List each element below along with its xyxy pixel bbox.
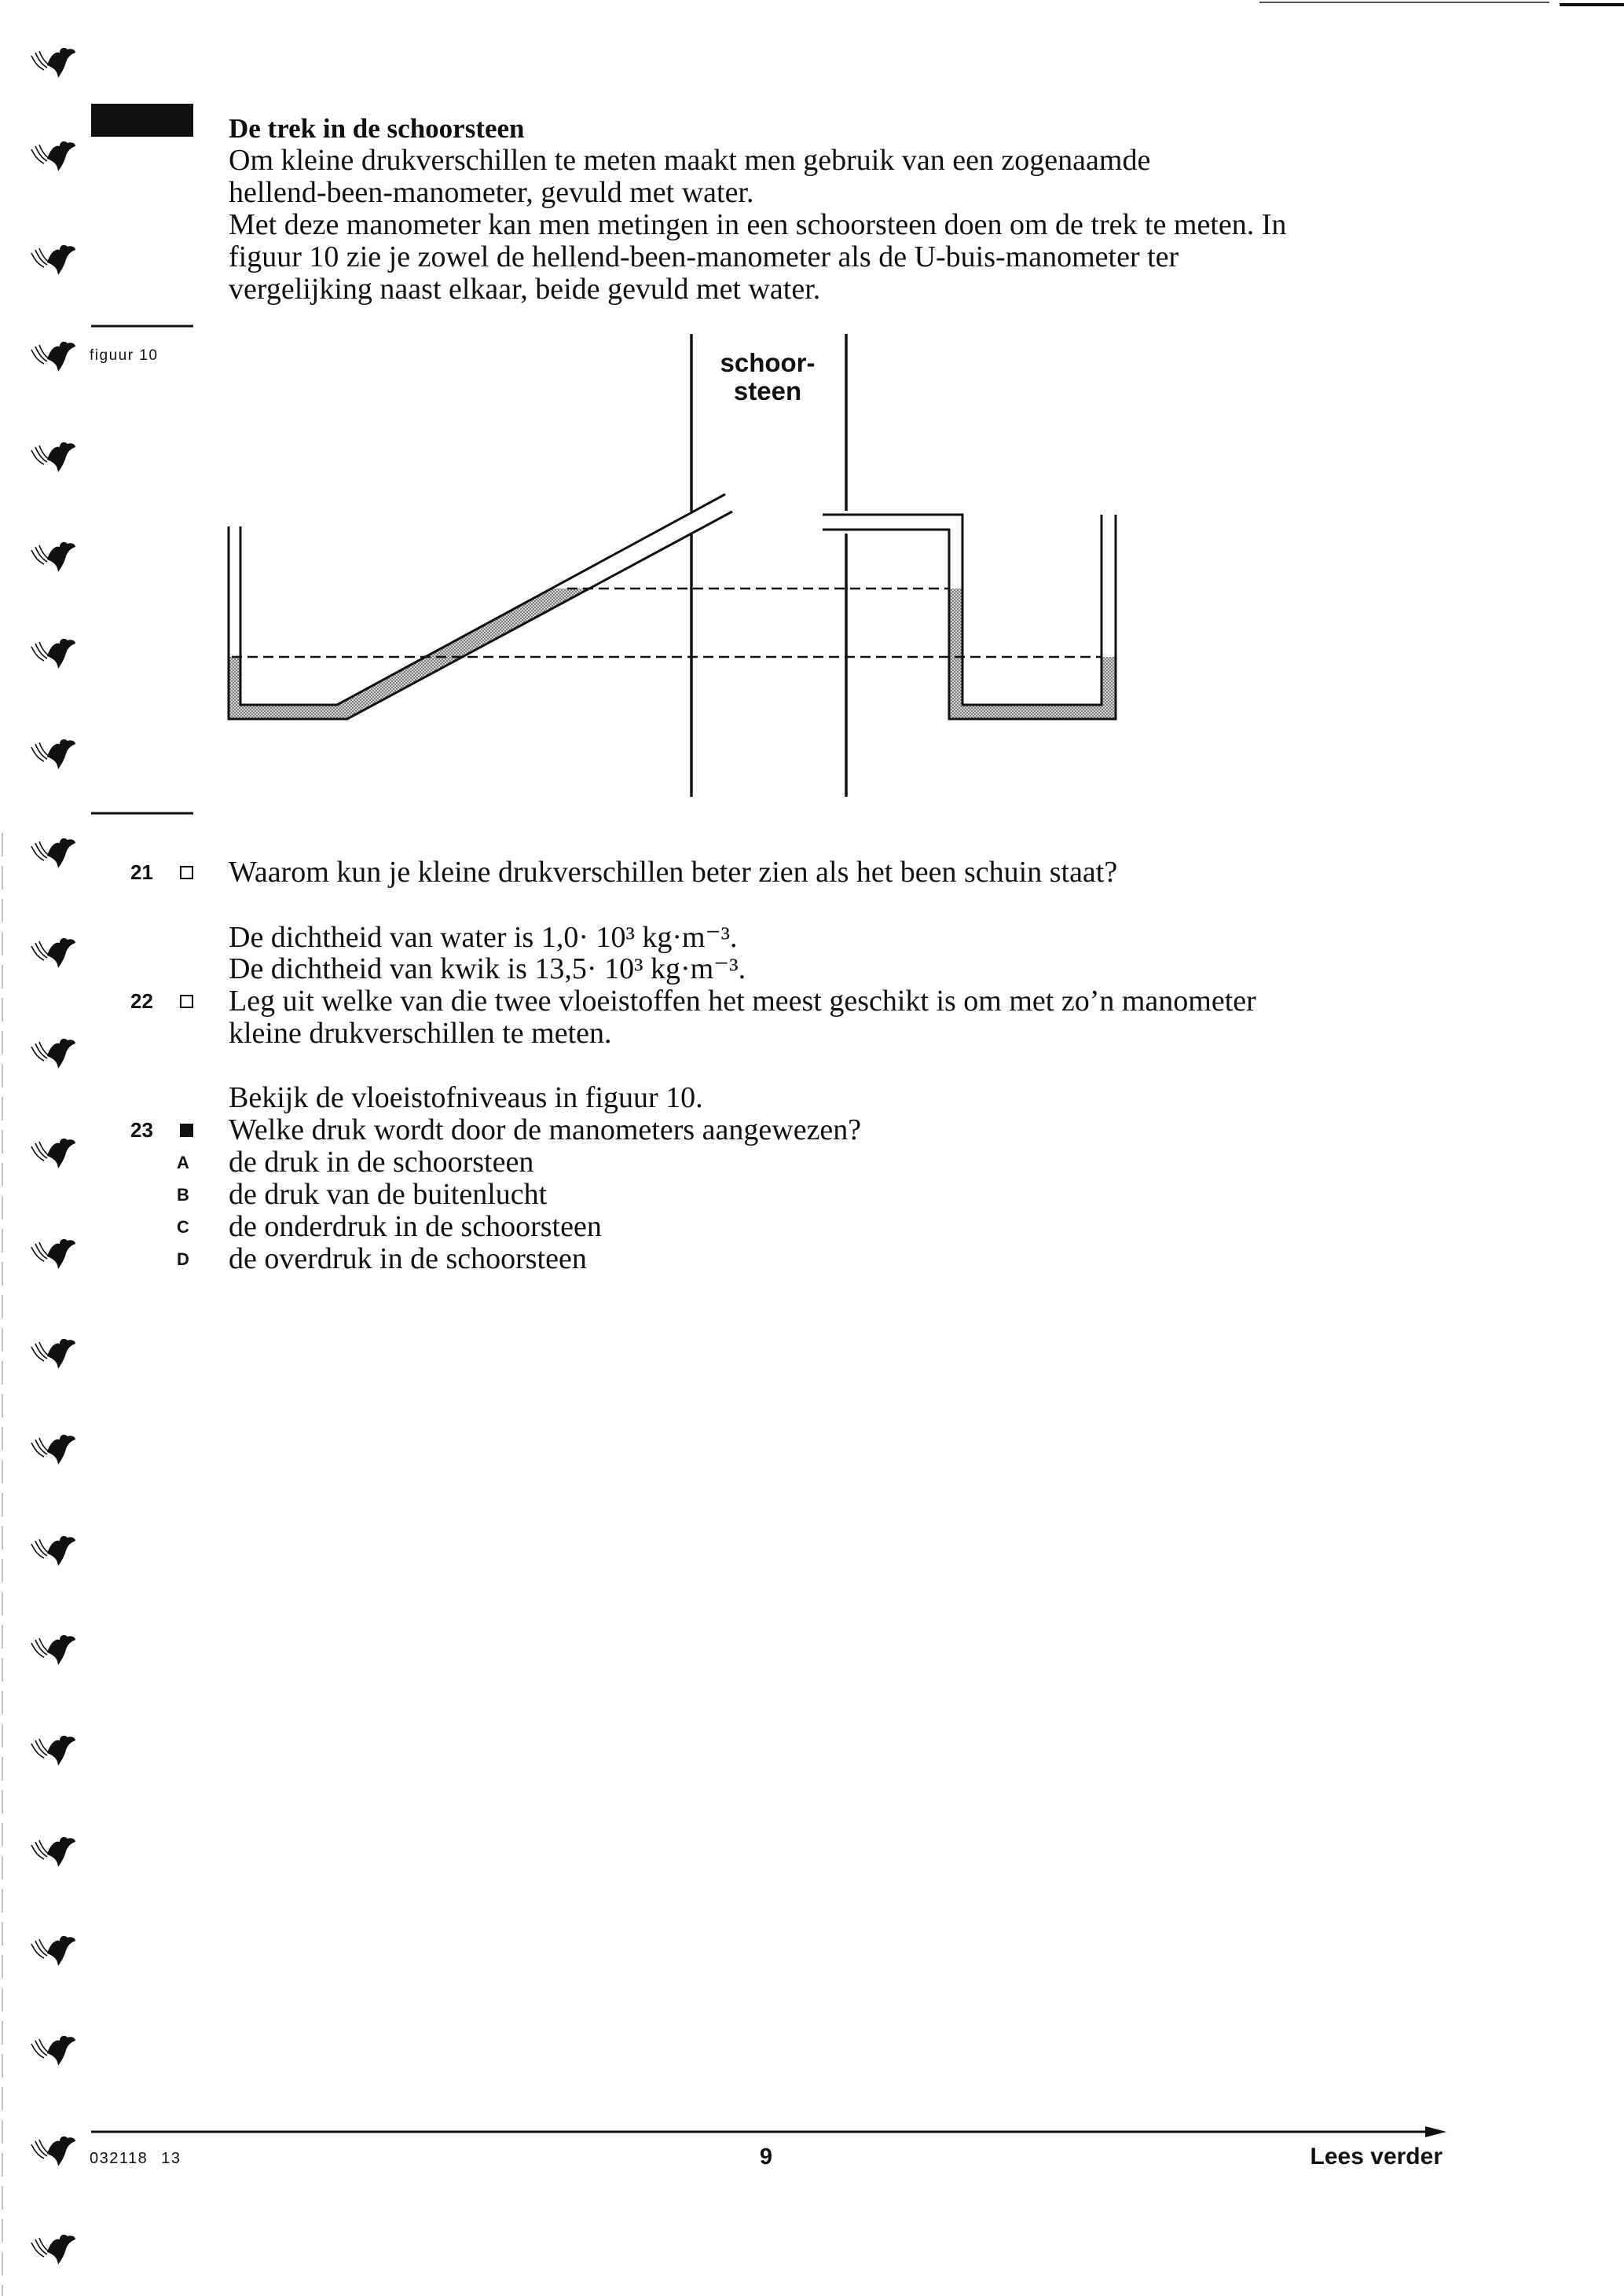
question-text: kleine drukverschillen te meten. [229, 1017, 612, 1050]
option-text: de overdruk in de schoorsteen [229, 1242, 587, 1275]
binder-mark [31, 141, 75, 171]
binder-mark [31, 1936, 75, 1966]
filled-square-icon [180, 1124, 193, 1137]
binder-mark [31, 1736, 75, 1766]
question-number: 22 [130, 989, 153, 1013]
figure-10 [229, 334, 1116, 797]
question-text: Welke druk wordt door de manometers aangewezen? [229, 1113, 862, 1146]
open-square-icon [180, 995, 193, 1008]
info-line: De dichtheid van kwik is 13,5· 10³ kg·m⁻³. [229, 952, 746, 985]
continue-label: Lees verder [1310, 2144, 1443, 2169]
binder-mark [31, 245, 75, 275]
question-text: Waarom kun je kleine drukverschillen beter zien als het been schuin staat? [229, 856, 1118, 889]
binder-mark [31, 542, 75, 572]
u-tube-manometer [823, 515, 1116, 719]
intro-line: vergelijking naast elkaar, beide gevuld met water. [229, 273, 821, 306]
binder-mark [31, 48, 75, 78]
chimney-label-line: steen [733, 376, 802, 405]
section-title: De trek in de schoorsteen [229, 113, 525, 144]
binder-mark [31, 1635, 75, 1665]
intro-line: hellend-been-manometer, gevuld met water. [229, 176, 754, 209]
option-letter: D [177, 1249, 189, 1269]
binder-mark [31, 2136, 75, 2166]
binder-mark [31, 1339, 75, 1369]
inclined-manometer [229, 494, 732, 719]
inclined-manometer-tube [229, 494, 732, 719]
intro-line: Met deze manometer kan men metingen in een schoorsteen doen om de trek te meten. In [229, 208, 1287, 241]
binder-mark [31, 2036, 75, 2066]
chimney-label [717, 349, 819, 405]
footer-arrowhead [1425, 2126, 1446, 2137]
binder-mark [31, 639, 75, 669]
info-line: De dichtheid van water is 1,0· 10³ kg·m⁻³. [229, 921, 738, 954]
binder-mark [31, 838, 75, 868]
inclined-manometer-water [229, 589, 589, 719]
question-text: Leg uit welke van die twee vloeistoffen het meest geschikt is om met zo’n manometer [229, 985, 1256, 1018]
question-number: 23 [130, 1118, 153, 1142]
binder-marks [31, 48, 75, 2265]
option-text: de druk van de buitenlucht [229, 1178, 548, 1211]
binder-mark [31, 938, 75, 968]
binder-mark [31, 2235, 75, 2265]
binder-mark [31, 442, 75, 472]
u-tube-tube [823, 515, 1116, 719]
option-letter: C [177, 1217, 189, 1237]
exam-code: 032118 13 [90, 2150, 181, 2167]
binder-mark [31, 1435, 75, 1465]
option-text: de onderdruk in de schoorsteen [229, 1210, 602, 1243]
binder-mark [31, 1139, 75, 1168]
binder-mark [31, 1837, 75, 1867]
option-letter: B [177, 1185, 189, 1205]
figure-label: figuur 10 [90, 347, 159, 364]
binder-mark [31, 1039, 75, 1069]
binder-mark [31, 1536, 75, 1566]
chimney-label-line: schoor- [720, 348, 816, 377]
binder-mark [31, 342, 75, 372]
open-square-icon [180, 866, 193, 879]
section-marker-bar [91, 104, 193, 137]
option-letter: A [177, 1153, 189, 1172]
page-number: 9 [759, 2144, 773, 2169]
u-tube-water [949, 589, 1116, 719]
question-intro: Bekijk de vloeistofniveaus in figuur 10. [229, 1081, 703, 1114]
option-text: de druk in de schoorsteen [229, 1146, 534, 1179]
question-number: 21 [130, 860, 153, 884]
intro-line: Om kleine drukverschillen te meten maakt men gebruik van een zogenaamde [229, 144, 1151, 177]
binder-mark [31, 1239, 75, 1269]
intro-line: figuur 10 zie je zowel de hellend-been-manometer als de U-buis-manometer ter [229, 240, 1179, 273]
binder-mark [31, 739, 75, 769]
